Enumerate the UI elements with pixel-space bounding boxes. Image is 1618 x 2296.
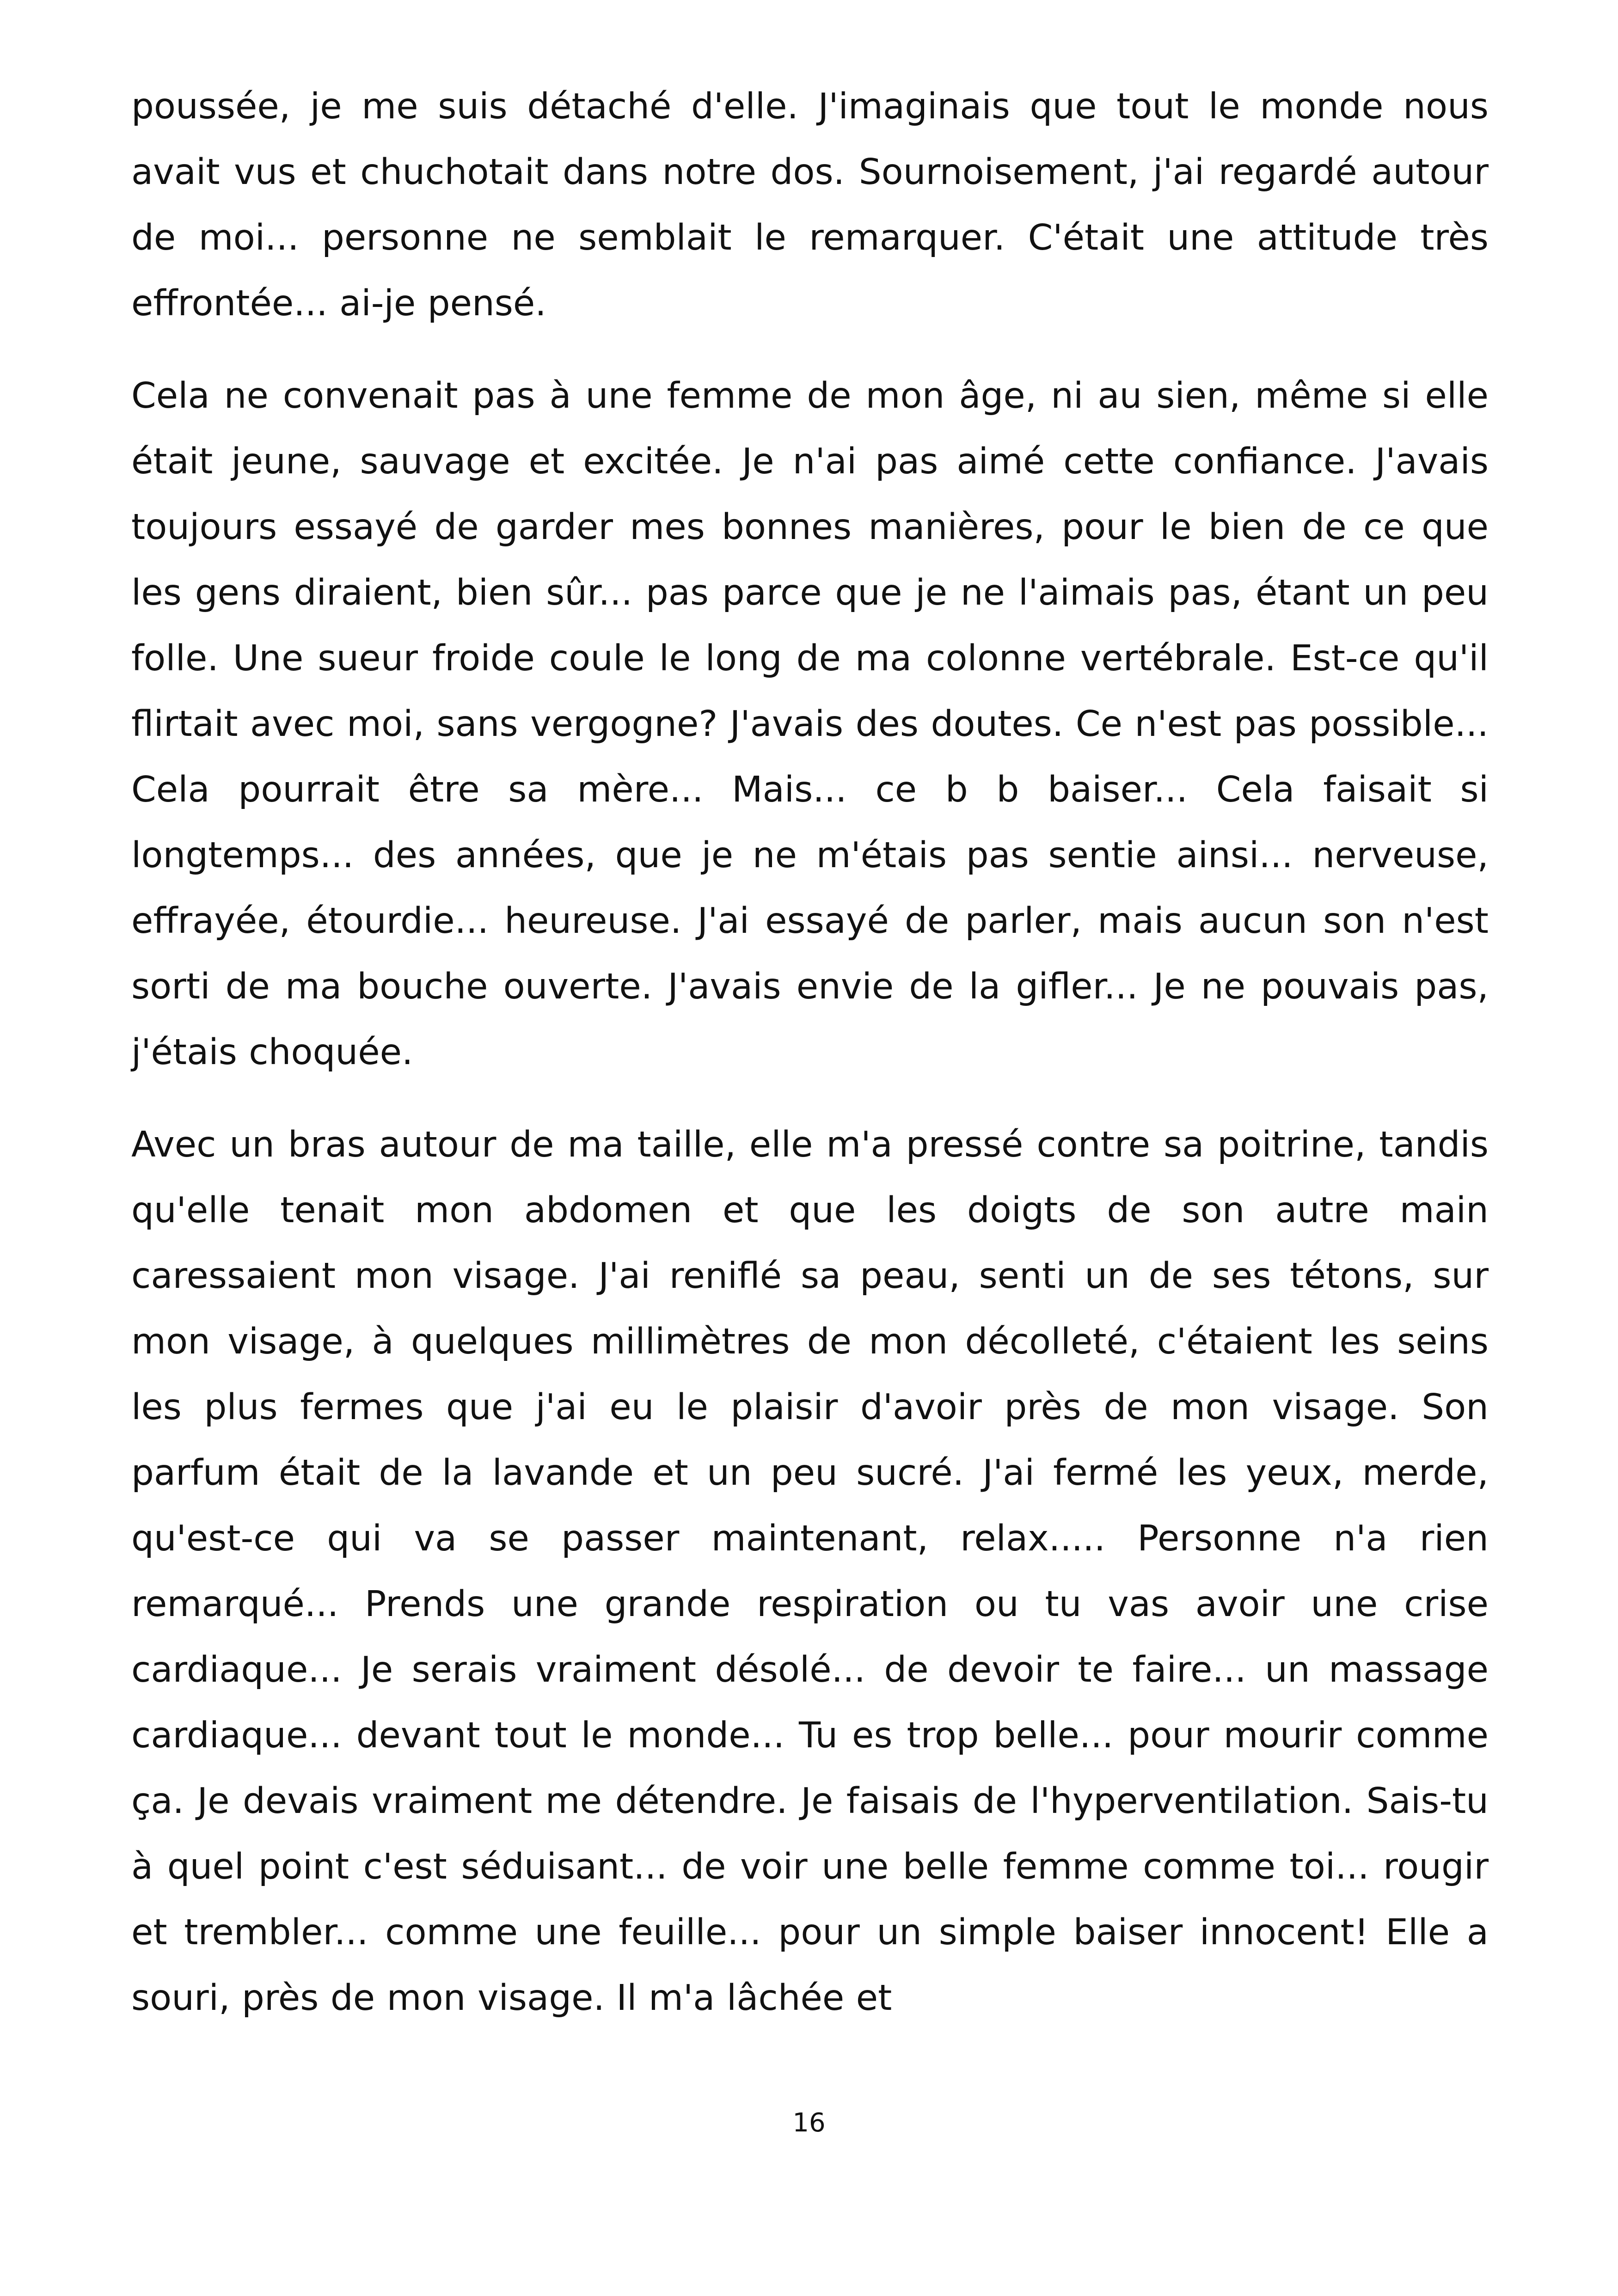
paragraph-1: poussée, je me suis détaché d'elle. J'imaginais que tout le monde nous avait vus et chuchotait dans notre dos. Sournoisement, j'ai regardé autour de moi... personne ne semblait le remarquer. C'était une attitude très effrontée... ai-je pensé. — [131, 86, 1489, 324]
body-text — [131, 74, 1489, 2058]
paragraph-3: Avec un bras autour de ma taille, elle m'a pressé contre sa poitrine, tandis qu'elle tenait mon abdomen et que les doigts de son autre main caressaient mon visage. J'ai reniflé sa peau, senti un de ses tétons, sur mon visage, à quelques millimètres de mon décolleté, c'étaient les seins les plus fermes que j'ai eu le plaisir d'avoir près de mon visage. Son parfum était de la lavande et un peu sucré. J'ai fermé les yeux, merde, qu'est-ce qui va se passer maintenant, relax..... Personne n'a rien remarqué... Prends une grande respiration ou tu vas avoir une crise cardiaque... Je serais vraiment désolé... de devoir te faire... un massage cardiaque... devant tout le monde... Tu es trop belle... pour mourir comme ça. Je devais vraiment me détendre. Je faisais de l'hyperventilation. Sais-tu à quel point c'est séduisant... de voir une belle femme comme toi... rougir et trembler... comme une feuille... pour un simple baiser innocent! Elle a souri, près de mon visage. Il m'a lâchée et — [131, 1124, 1489, 2019]
page-number: 16 — [792, 2108, 826, 2138]
paragraph-2: Cela ne convenait pas à une femme de mon âge, ni au sien, même si elle était jeune, sauvage et excitée. Je n'ai pas aimé cette confiance. J'avais toujours essayé de garder mes bonnes manières, pour le bien de ce que les gens diraient, bien sûr... pas parce que je ne l'aimais pas, étant un peu folle. Une sueur froide coule le long de ma colonne vertébrale. Est-ce qu'il flirtait avec moi, sans vergogne? J'avais des doutes. Ce n'est pas possible... Cela pourrait être sa mère... Mais... ce b b baiser... Cela faisait si longtemps... des années, que je ne m'étais pas sentie ainsi... nerveuse, effrayée, étourdie... heureuse. J'ai essayé de parler, mais aucun son n'est sorti de ma bouche ouverte. J'avais envie de la gifler... Je ne pouvais pas, j'étais choquée. — [131, 375, 1489, 1073]
